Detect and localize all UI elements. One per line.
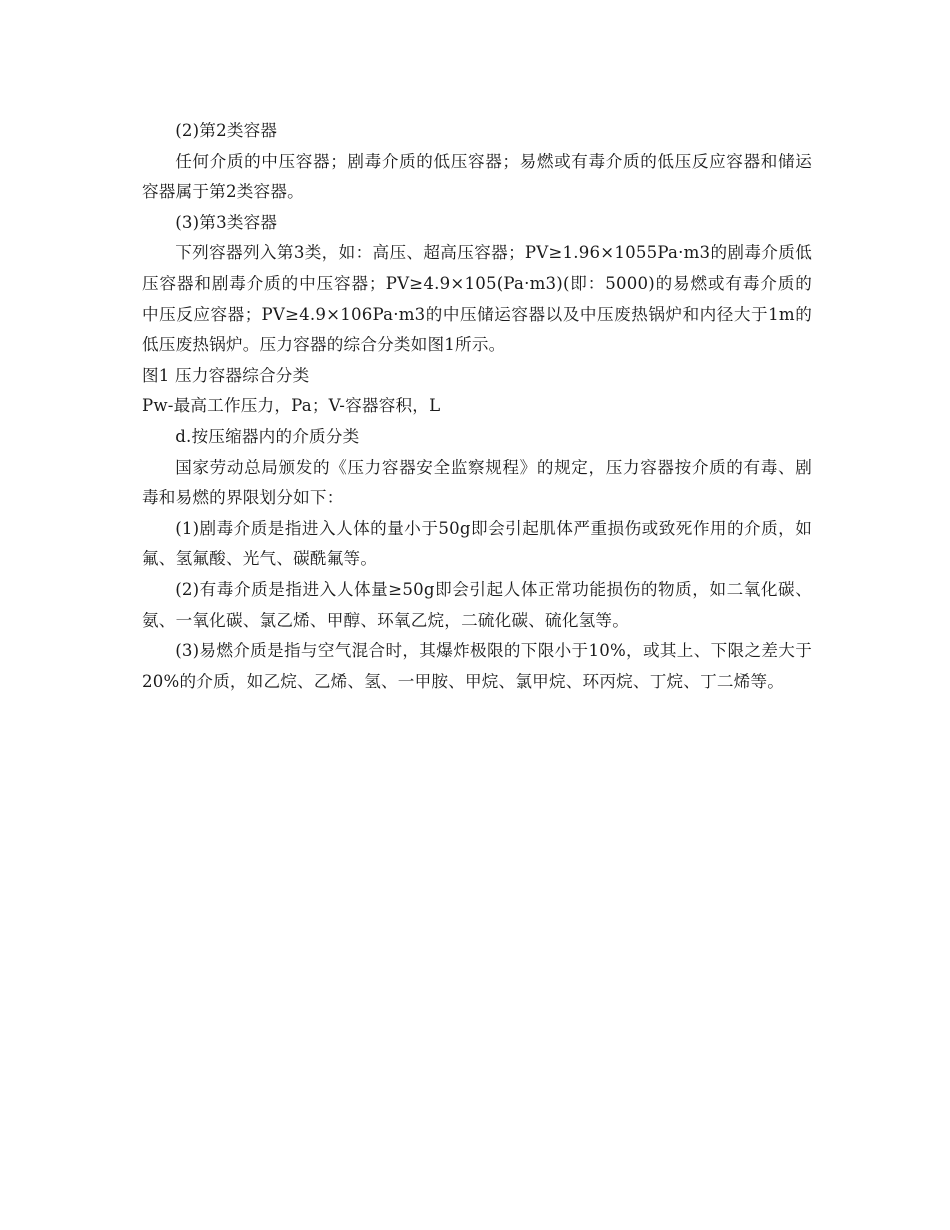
figure-legend: Pw-最高工作压力，Pa；V-容器容积，L — [142, 396, 441, 416]
paragraph-class-2-definition: 任何介质的中压容器；剧毒介质的低压容器；易燃或有毒介质的低压反应容器和储运容器属于第2类容器。 — [142, 151, 812, 202]
list-item-flammable: (3)易燃介质是指与空气混合时，其爆炸极限的下限小于10%，或其上、下限之差大于20%的介质，如乙烷、乙烯、氢、一甲胺、甲烷、氯甲烷、环丙烷、丁烷、丁二烯等。 — [142, 641, 812, 691]
paragraph-regulation-intro: 国家劳动总局颁发的《压力容器安全监察规程》的规定，压力容器按介质的有毒、剧毒和易燃的界限划分如下： — [142, 457, 812, 508]
paragraph-class-3-definition: 下列容器列入第3类，如：高压、超高压容器；PV≥1.96×1055Pa·m3的剧毒介质低压容器和剧毒介质的中压容器；PV≥4.9×105(Pa·m3)(即：5000)的易燃或有毒介质的中压反应容器；PV≥4.9×106Pa·m3的中压储运容器以及中压废热锅炉和内径大于1m的低压废热锅炉。压力容器的综合分类如图1所示。 — [142, 243, 812, 355]
figure-caption: 图1 压力容器综合分类 — [142, 365, 310, 385]
document-body — [142, 116, 812, 697]
section-heading-class-3: (3)第3类容器 — [175, 212, 278, 232]
list-item-toxic: (2)有毒介质是指进入人体量≥50g即会引起人体正常功能损伤的物质，如二氧化碳、氨、一氧化碳、氯乙烯、甲醇、环氧乙烷，二硫化碳、硫化氢等。 — [142, 579, 812, 630]
section-heading-medium-classification: d.按压缩器内的介质分类 — [175, 426, 360, 446]
list-item-highly-toxic: (1)剧毒介质是指进入人体的量小于50g即会引起肌体严重损伤或致死作用的介质，如氟、氢氟酸、光气、碳酰氟等。 — [142, 518, 812, 569]
section-heading-class-2: (2)第2类容器 — [175, 121, 278, 140]
